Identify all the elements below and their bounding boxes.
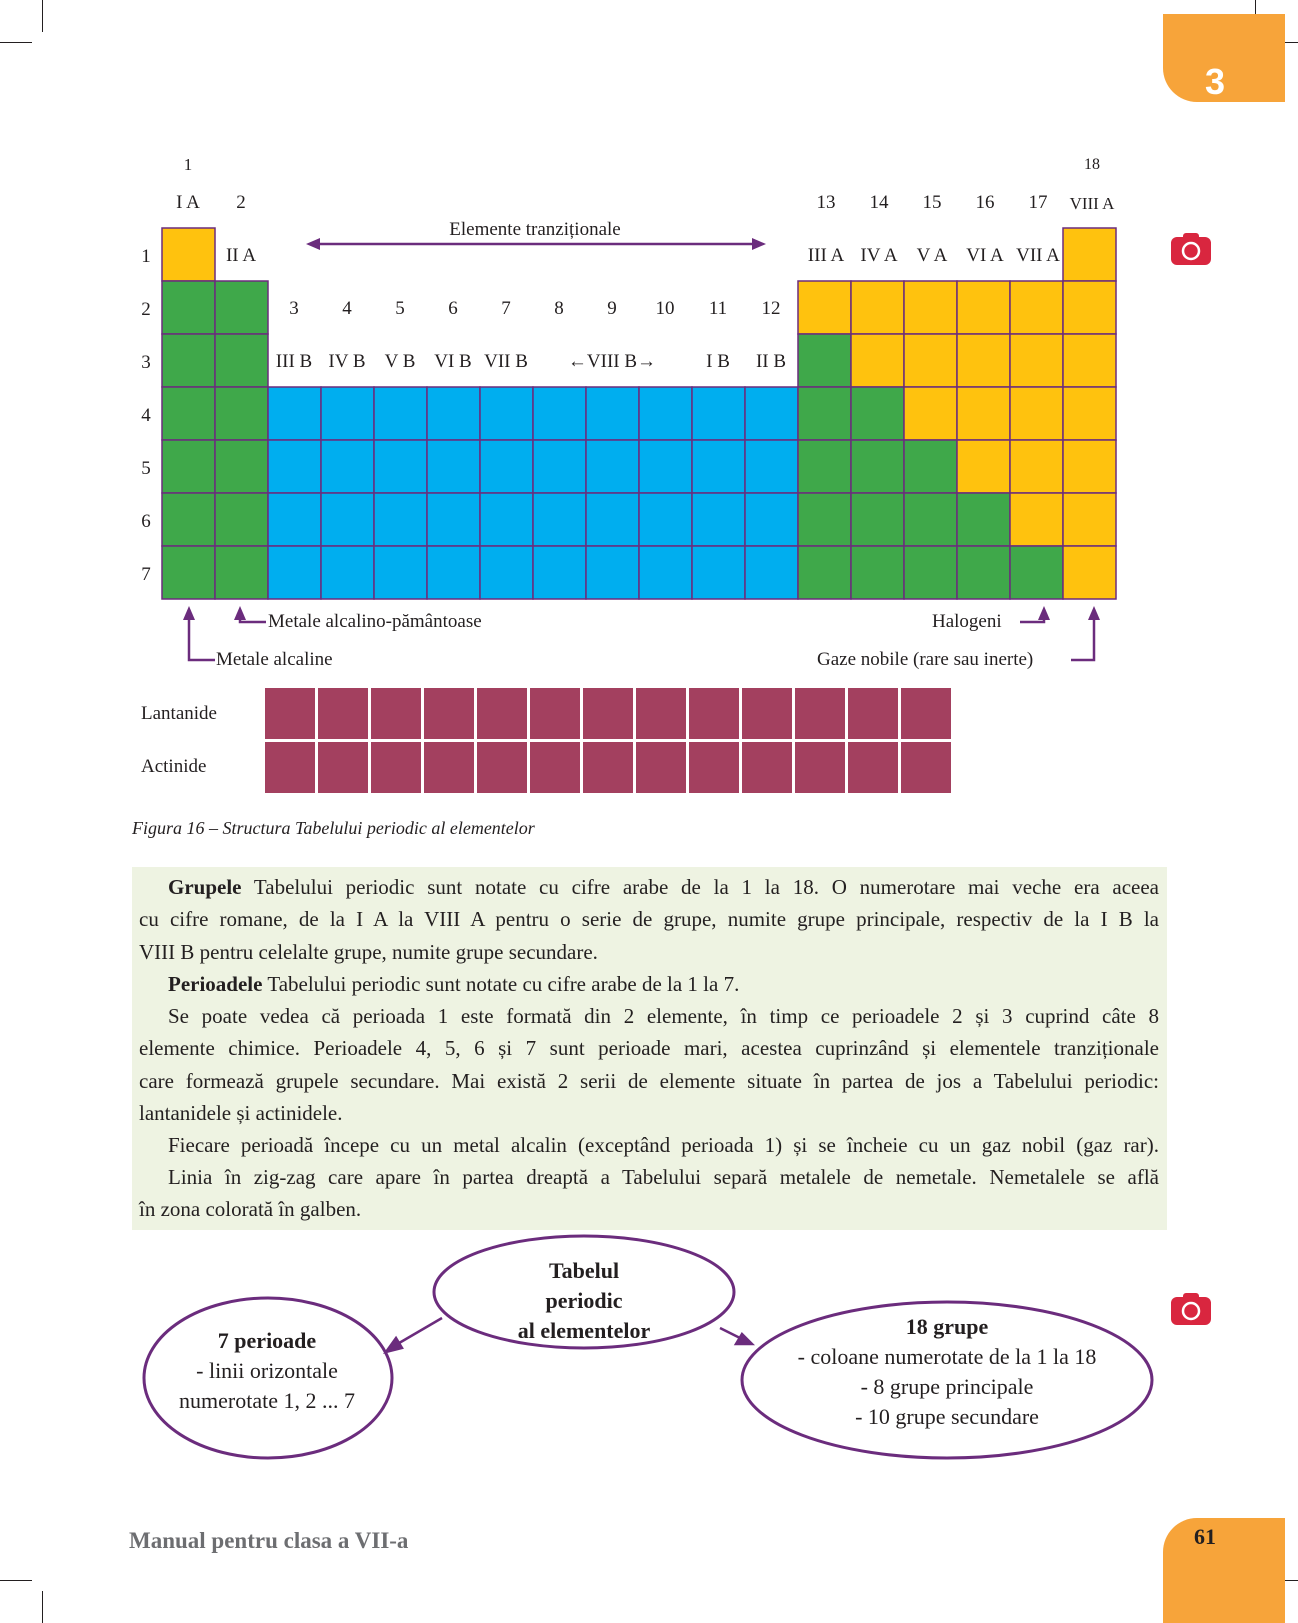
group-label: 2 bbox=[236, 192, 246, 213]
element-cell bbox=[215, 546, 268, 599]
element-cell bbox=[1063, 281, 1116, 334]
element-cell bbox=[1063, 228, 1116, 281]
element-cell bbox=[957, 493, 1010, 546]
element-cell bbox=[162, 228, 215, 281]
element-cell bbox=[851, 387, 904, 440]
halogens-label: Halogeni bbox=[932, 611, 1002, 632]
element-cell bbox=[798, 546, 851, 599]
text-line: cu cifre romane, de la I A la VIII A pentru o serie de grupe, numite grupe principale, respectiv de la I B la bbox=[139, 907, 1159, 931]
element-cell bbox=[374, 546, 427, 599]
left-title: 7 perioade bbox=[217, 1328, 317, 1353]
text-line: Grupele Tabelului periodic sunt notate cu cifre arabe de la 1 la 18. O numerotare mai veche era aceea bbox=[168, 875, 1159, 899]
period-number: 5 bbox=[141, 458, 151, 479]
period-number: 4 bbox=[141, 405, 151, 426]
arrow-head bbox=[752, 238, 766, 250]
alkali-arrow bbox=[189, 614, 215, 660]
group-label: VII B bbox=[484, 351, 528, 372]
element-cell bbox=[798, 493, 851, 546]
actinide-cell bbox=[901, 742, 951, 793]
actinide-cell bbox=[848, 742, 898, 793]
element-cell bbox=[957, 387, 1010, 440]
lanthanides-label: Lantanide bbox=[141, 703, 217, 724]
element-cell bbox=[215, 440, 268, 493]
element-cell bbox=[586, 493, 639, 546]
bold-term: Grupele bbox=[168, 875, 242, 899]
element-cell bbox=[745, 546, 798, 599]
element-cell bbox=[427, 440, 480, 493]
element-cell bbox=[957, 281, 1010, 334]
actinide-cell bbox=[689, 742, 739, 793]
arrow-head bbox=[386, 1338, 402, 1352]
element-cell bbox=[533, 387, 586, 440]
element-cell bbox=[215, 493, 268, 546]
element-cell bbox=[1010, 281, 1063, 334]
group-label: V B bbox=[384, 351, 416, 372]
group-number: 4 bbox=[342, 298, 352, 319]
element-cell bbox=[268, 493, 321, 546]
transition-title: Elemente tranziționale bbox=[449, 219, 621, 240]
element-cell bbox=[1010, 493, 1063, 546]
element-cell bbox=[321, 546, 374, 599]
group-number: 7 bbox=[501, 298, 511, 319]
noble-gases-label: Gaze nobile (rare sau inerte) bbox=[817, 649, 1034, 670]
element-cell bbox=[798, 387, 851, 440]
element-cell bbox=[162, 387, 215, 440]
element-cell bbox=[533, 546, 586, 599]
element-cell bbox=[268, 546, 321, 599]
element-cell bbox=[639, 440, 692, 493]
group-label: IV A bbox=[860, 245, 898, 266]
element-cell bbox=[904, 281, 957, 334]
element-cell bbox=[480, 440, 533, 493]
element-cell bbox=[957, 440, 1010, 493]
left-arrow bbox=[394, 1318, 442, 1346]
element-cell bbox=[1063, 493, 1116, 546]
lanthanide-cell bbox=[424, 688, 474, 739]
left-line: numerotate 1, 2 ... 7 bbox=[179, 1388, 355, 1413]
element-cell bbox=[586, 440, 639, 493]
element-cell bbox=[480, 387, 533, 440]
element-cell bbox=[957, 334, 1010, 387]
actinide-cell bbox=[795, 742, 845, 793]
right-line: - 8 grupe principale bbox=[860, 1374, 1034, 1399]
group-label: VIII A bbox=[1069, 194, 1115, 213]
group-number: 6 bbox=[448, 298, 458, 319]
element-cell bbox=[692, 440, 745, 493]
group-number-1: 1 bbox=[183, 155, 193, 174]
element-cell bbox=[533, 440, 586, 493]
group-label: I A bbox=[176, 192, 200, 213]
actinide-cell bbox=[371, 742, 421, 793]
periodic-table bbox=[0, 0, 1298, 800]
element-cell bbox=[798, 440, 851, 493]
text-line: Perioadele Tabelului periodic sunt notate cu cifre arabe de la 1 la 7. bbox=[168, 972, 740, 996]
element-cell bbox=[692, 493, 745, 546]
element-cell bbox=[480, 546, 533, 599]
group-label: III B bbox=[275, 351, 313, 372]
arrow-head bbox=[234, 606, 246, 620]
actinide-cell bbox=[477, 742, 527, 793]
group-label: IV B bbox=[328, 351, 366, 372]
element-cell bbox=[586, 546, 639, 599]
alkaline-earth-label: Metale alcalino-pământoase bbox=[268, 611, 482, 632]
lanthanide-cell bbox=[318, 688, 368, 739]
text-line: Se poate vedea că perioada 1 este formată din 2 elemente, în timp ce perioadele 2 și 3 cuprind câte 8 bbox=[168, 1004, 1159, 1028]
text-line: Linia în zig-zag care apare în partea dreaptă a Tabelului separă metalele de nemetale. Nemetalele se află bbox=[168, 1165, 1159, 1189]
element-cell bbox=[851, 546, 904, 599]
element-cell bbox=[904, 387, 957, 440]
group-label: VI B bbox=[434, 351, 472, 372]
crop-mark bbox=[0, 1580, 32, 1581]
bold-term: Perioadele bbox=[168, 972, 263, 996]
element-cell bbox=[321, 387, 374, 440]
noble-gases-arrow bbox=[1071, 614, 1094, 660]
alkali-label: Metale alcaline bbox=[216, 649, 333, 670]
actinide-cell bbox=[318, 742, 368, 793]
actinides-label: Actinide bbox=[141, 756, 207, 777]
element-cell bbox=[1063, 387, 1116, 440]
lanthanide-cell bbox=[530, 688, 580, 739]
element-cell bbox=[215, 281, 268, 334]
center-line: Tabelul bbox=[548, 1258, 620, 1283]
actinide-cell bbox=[742, 742, 792, 793]
lanthanide-cell bbox=[689, 688, 739, 739]
group-label: VII A bbox=[1016, 245, 1060, 266]
element-cell bbox=[745, 493, 798, 546]
element-cell bbox=[162, 281, 215, 334]
element-cell bbox=[904, 493, 957, 546]
group-number: 9 bbox=[607, 298, 617, 319]
element-cell bbox=[1010, 440, 1063, 493]
group-label: III A bbox=[807, 245, 845, 266]
period-number: 2 bbox=[141, 299, 151, 320]
element-cell bbox=[904, 334, 957, 387]
element-cell bbox=[1063, 440, 1116, 493]
element-cell bbox=[427, 546, 480, 599]
group-number-18: 18 bbox=[1084, 156, 1100, 173]
group-number: 3 bbox=[289, 298, 299, 319]
group-number: 12 bbox=[761, 298, 781, 319]
period-number: 7 bbox=[141, 564, 151, 585]
text-line: Fiecare perioadă începe cu un metal alcalin (exceptând perioada 1) și se încheie cu un gaz nobil (gaz rar). bbox=[168, 1133, 1159, 1157]
lanthanide-cell bbox=[636, 688, 686, 739]
concept-diagram bbox=[0, 1230, 1298, 1470]
period-number: 1 bbox=[141, 246, 151, 267]
group-number: 11 bbox=[708, 298, 728, 319]
text-line: în zona colorată în galben. bbox=[139, 1197, 362, 1221]
group-label: 16 bbox=[975, 192, 995, 213]
group-label: 15 bbox=[922, 192, 942, 213]
center-line: periodic bbox=[545, 1288, 623, 1313]
element-cell bbox=[692, 387, 745, 440]
group-label: II B bbox=[755, 351, 787, 372]
lanthanide-cell bbox=[901, 688, 951, 739]
text-line: care formează grupele secundare. Mai există 2 serii de elemente situate în partea de jos a Tabelului periodic: bbox=[139, 1069, 1159, 1093]
text-line: VIII B pentru celelalte grupe, numite grupe secundare. bbox=[139, 940, 598, 964]
group-number: 5 bbox=[395, 298, 405, 319]
element-cell bbox=[215, 334, 268, 387]
arrow-head bbox=[1038, 606, 1050, 620]
element-cell bbox=[692, 546, 745, 599]
actinide-cell bbox=[583, 742, 633, 793]
element-cell bbox=[427, 387, 480, 440]
element-cell bbox=[745, 387, 798, 440]
element-cell bbox=[1063, 334, 1116, 387]
element-cell bbox=[374, 387, 427, 440]
lanthanide-cell bbox=[371, 688, 421, 739]
period-number: 3 bbox=[141, 352, 151, 373]
group-number: 8 bbox=[554, 298, 564, 319]
period-number: 6 bbox=[141, 511, 151, 532]
element-cell bbox=[639, 546, 692, 599]
element-cell bbox=[374, 440, 427, 493]
element-cell bbox=[1010, 546, 1063, 599]
element-cell bbox=[639, 493, 692, 546]
text-line: lantanidele și actinidele. bbox=[139, 1101, 343, 1125]
arrow-head bbox=[736, 1334, 752, 1344]
arrow-head bbox=[1088, 606, 1100, 620]
lanthanide-cell bbox=[477, 688, 527, 739]
group-number: 10 bbox=[655, 298, 675, 319]
figure-caption: Figura 16 – Structura Tabelului periodic al elementelor bbox=[132, 818, 535, 838]
actinide-cell bbox=[636, 742, 686, 793]
actinide-cell bbox=[265, 742, 315, 793]
group-label: I B bbox=[706, 351, 730, 372]
lanthanide-cell bbox=[795, 688, 845, 739]
group-label: VI A bbox=[966, 245, 1004, 266]
element-cell bbox=[1010, 387, 1063, 440]
group-label: II A bbox=[225, 245, 257, 266]
left-line: - linii orizontale bbox=[196, 1358, 338, 1383]
explanation-box bbox=[132, 867, 1167, 1230]
element-cell bbox=[851, 493, 904, 546]
element-cell bbox=[162, 440, 215, 493]
element-cell bbox=[215, 387, 268, 440]
page-number: 61 bbox=[1194, 1524, 1216, 1549]
element-cell bbox=[162, 334, 215, 387]
actinide-cell bbox=[424, 742, 474, 793]
right-line: - coloane numerotate de la 1 la 18 bbox=[797, 1344, 1097, 1369]
right-line: - 10 grupe secundare bbox=[855, 1404, 1039, 1429]
arrow-head bbox=[183, 606, 195, 620]
element-cell bbox=[374, 493, 427, 546]
element-cell bbox=[321, 440, 374, 493]
arrow-head bbox=[306, 238, 320, 250]
element-cell bbox=[904, 440, 957, 493]
element-cell bbox=[1063, 546, 1116, 599]
element-cell bbox=[586, 387, 639, 440]
element-cell bbox=[904, 546, 957, 599]
element-cell bbox=[639, 387, 692, 440]
element-cell bbox=[798, 281, 851, 334]
group-label: V A bbox=[916, 245, 948, 266]
crop-mark bbox=[42, 1591, 43, 1623]
chapter-number: 3 bbox=[1205, 61, 1226, 102]
element-cell bbox=[533, 493, 586, 546]
lanthanide-cell bbox=[742, 688, 792, 739]
element-cell bbox=[268, 440, 321, 493]
element-cell bbox=[480, 493, 533, 546]
group-label: 17 bbox=[1028, 192, 1048, 213]
element-cell bbox=[745, 440, 798, 493]
actinide-cell bbox=[530, 742, 580, 793]
page-tab bbox=[1163, 1518, 1285, 1623]
lanthanide-cell bbox=[848, 688, 898, 739]
group-label-viii-b: ←VIII B→ bbox=[567, 351, 657, 372]
element-cell bbox=[268, 387, 321, 440]
group-label: 14 bbox=[869, 192, 889, 213]
group-label: 13 bbox=[816, 192, 836, 213]
element-cell bbox=[321, 493, 374, 546]
element-cell bbox=[427, 493, 480, 546]
center-line: al elementelor bbox=[517, 1318, 651, 1343]
element-cell bbox=[851, 334, 904, 387]
text-line: elemente chimice. Perioadele 4, 5, 6 și 7 sunt perioade mari, acestea cuprinzând și elementele tranziționale bbox=[139, 1036, 1159, 1060]
book-title: Manual pentru clasa a VII-a bbox=[129, 1528, 409, 1553]
element-cell bbox=[162, 493, 215, 546]
element-cell bbox=[162, 546, 215, 599]
lanthanide-cell bbox=[583, 688, 633, 739]
element-cell bbox=[851, 440, 904, 493]
element-cell bbox=[1010, 334, 1063, 387]
right-title: 18 grupe bbox=[905, 1314, 989, 1339]
element-cell bbox=[798, 334, 851, 387]
lanthanide-cell bbox=[265, 688, 315, 739]
element-cell bbox=[957, 546, 1010, 599]
element-cell bbox=[851, 281, 904, 334]
